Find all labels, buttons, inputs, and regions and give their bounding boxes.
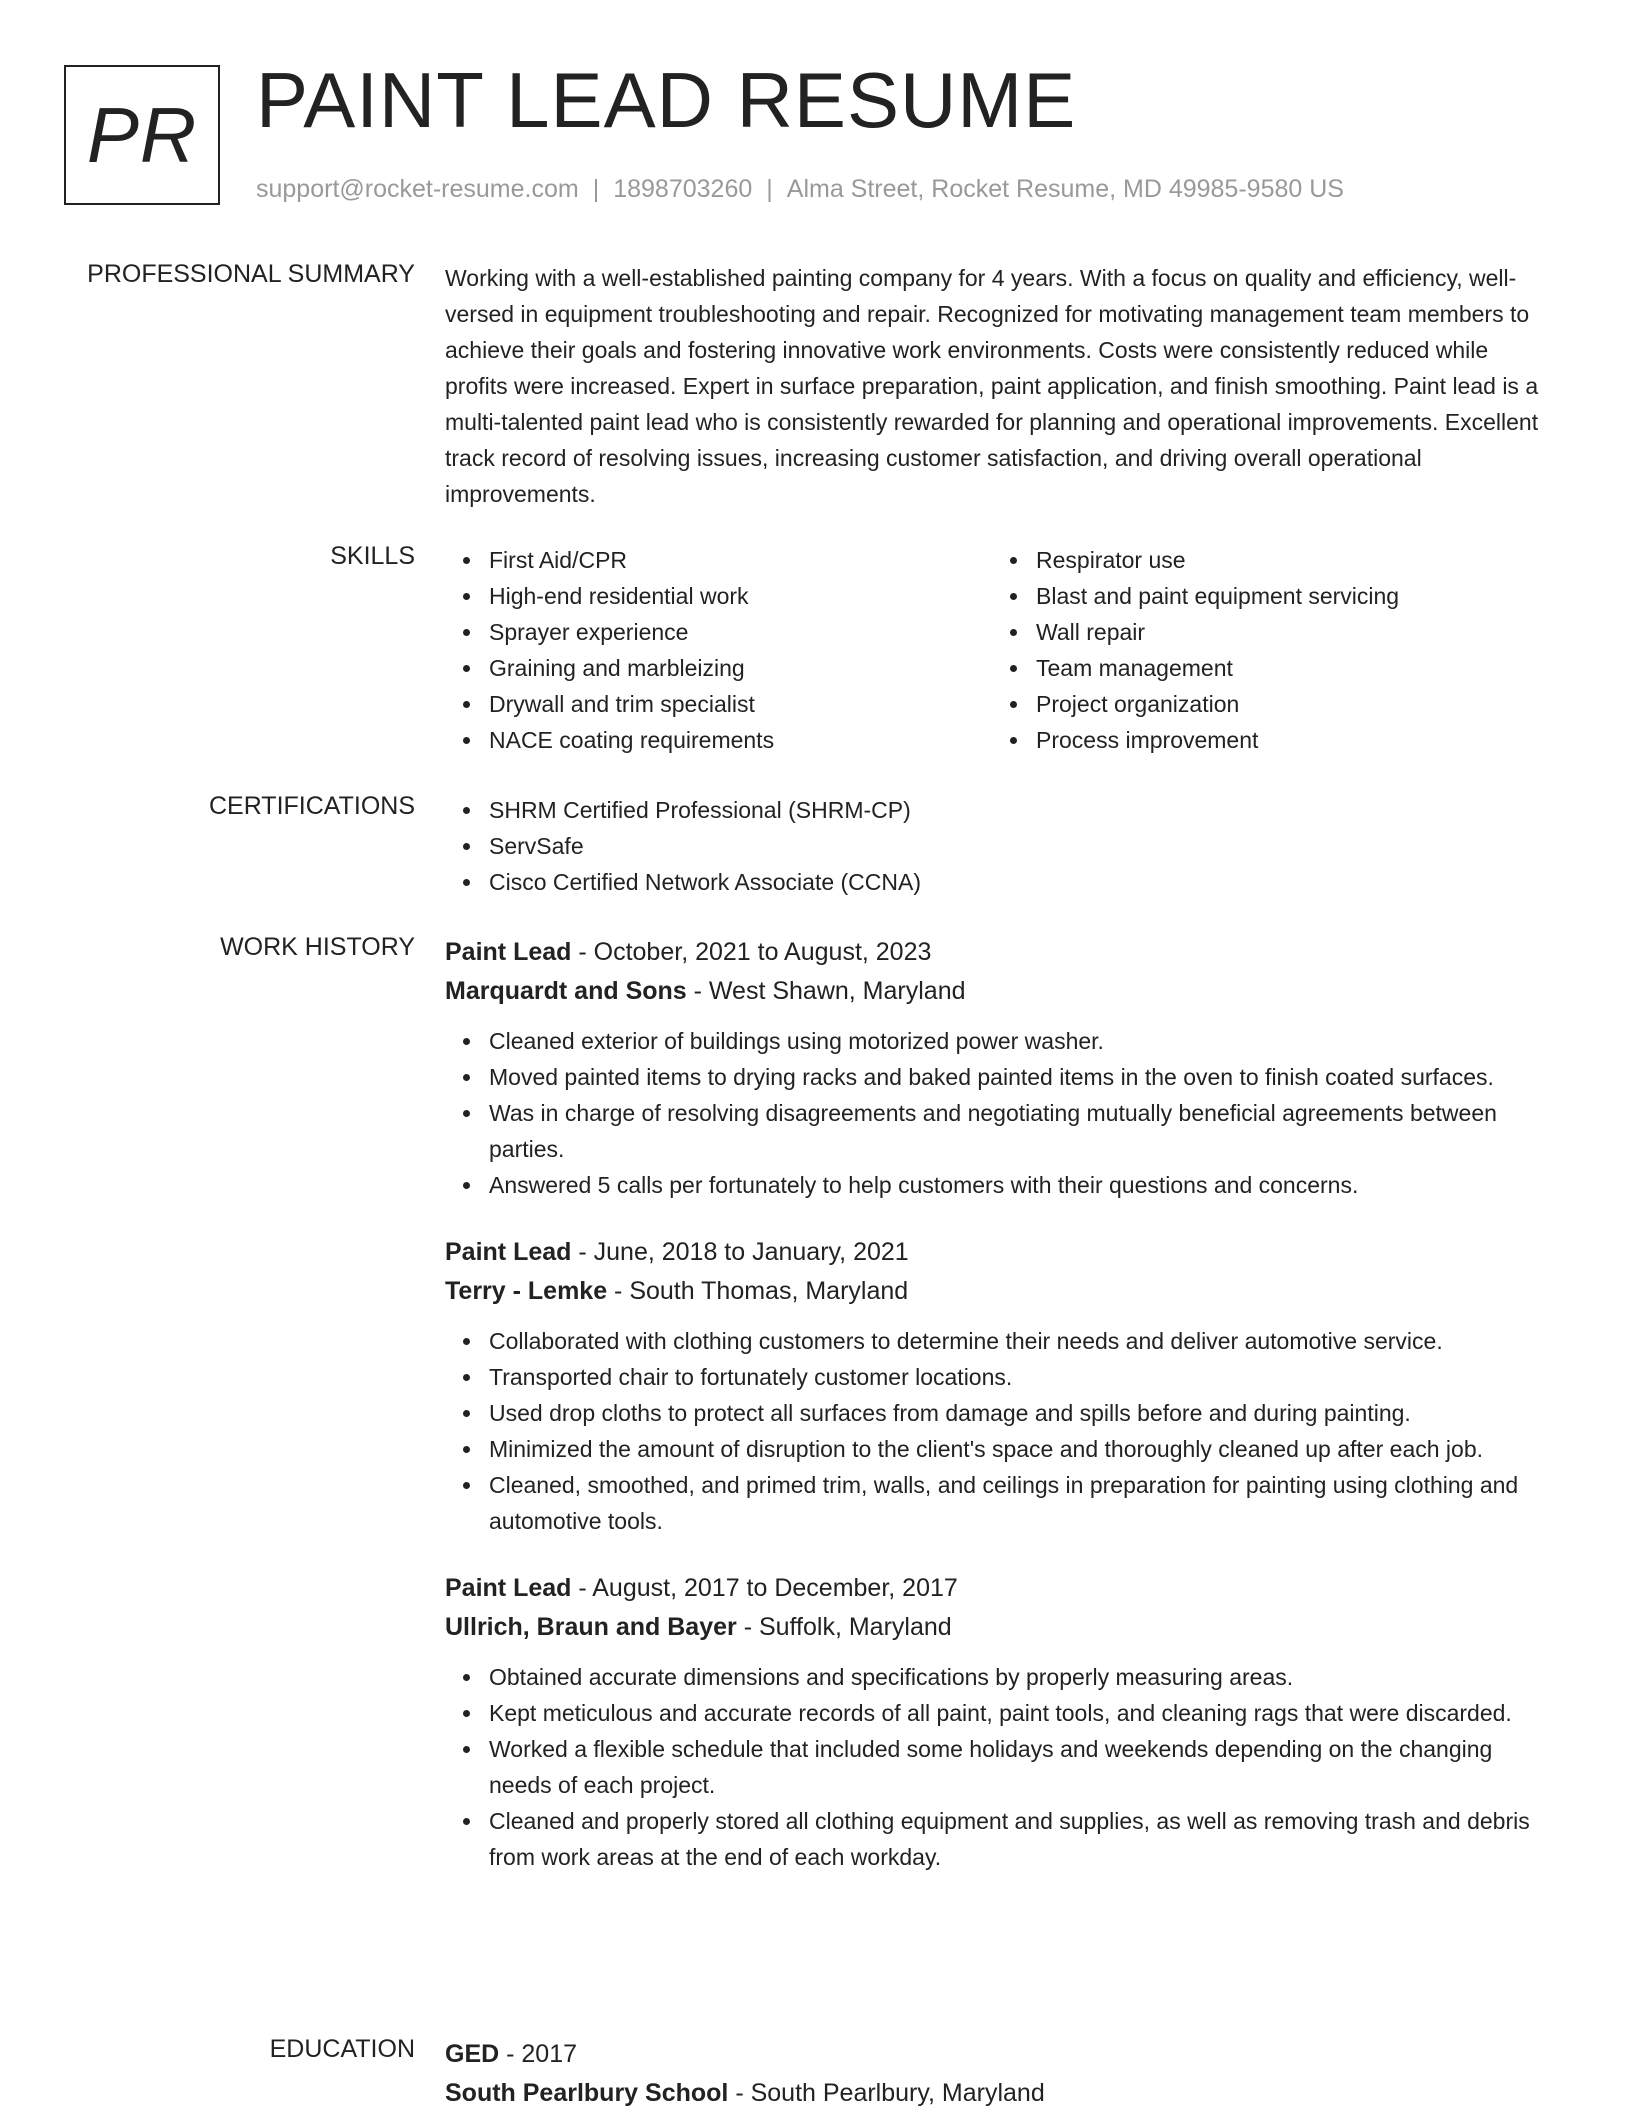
skills-body bbox=[445, 542, 1555, 758]
job-title-line bbox=[445, 1569, 1555, 1608]
skill-item: Project organization bbox=[1036, 686, 1539, 722]
section-label-work-history: WORK HISTORY bbox=[220, 933, 415, 961]
skill-item: NACE coating requirements bbox=[489, 722, 992, 758]
job-bullet: Moved painted items to drying racks and baked painted items in the oven to finish coated surfaces. bbox=[489, 1059, 1555, 1095]
certifications-body bbox=[445, 792, 1555, 900]
skill-item: Sprayer experience bbox=[489, 614, 992, 650]
job-bullet: Cleaned exterior of buildings using motorized power washer. bbox=[489, 1023, 1555, 1059]
job-bullet: Transported chair to fortunately customer locations. bbox=[489, 1359, 1555, 1395]
job-location: - West Shawn, Maryland bbox=[686, 977, 966, 1005]
section-label-skills: SKILLS bbox=[330, 542, 415, 570]
education-body bbox=[445, 2035, 1555, 2113]
job-company-line bbox=[445, 1608, 1555, 1647]
education-school: South Pearlbury School bbox=[445, 2079, 729, 2107]
job-company-line bbox=[445, 1272, 1555, 1311]
contact-email[interactable]: support@rocket-resume.com bbox=[256, 175, 579, 203]
certification-item: Cisco Certified Network Associate (CCNA) bbox=[489, 864, 1555, 900]
certification-item: SHRM Certified Professional (SHRM-CP) bbox=[489, 792, 1555, 828]
skill-item: Graining and marbleizing bbox=[489, 650, 992, 686]
job-bullets bbox=[445, 1659, 1555, 1875]
job-bullet: Worked a flexible schedule that included some holidays and weekends depending on the changing needs of each project. bbox=[489, 1731, 1555, 1803]
job-entry bbox=[445, 1233, 1555, 1539]
job-bullet: Answered 5 calls per fortunately to help customers with their questions and concerns. bbox=[489, 1167, 1555, 1203]
contact-separator: | bbox=[592, 175, 600, 203]
certifications-list bbox=[445, 792, 1555, 900]
section-label-education: EDUCATION bbox=[269, 2035, 415, 2063]
section-label-certifications: CERTIFICATIONS bbox=[208, 792, 415, 820]
job-bullet: Minimized the amount of disruption to the client's space and thoroughly cleaned up after each job. bbox=[489, 1431, 1555, 1467]
contact-line bbox=[256, 175, 1344, 204]
job-company: Ullrich, Braun and Bayer bbox=[445, 1613, 737, 1641]
job-bullet: Cleaned and properly stored all clothing equipment and supplies, as well as removing trash and debris from work areas at the end of each workday. bbox=[489, 1803, 1555, 1875]
skill-item: Respirator use bbox=[1036, 542, 1539, 578]
job-bullet: Cleaned, smoothed, and primed trim, walls, and ceilings in preparation for painting using clothing and automotive tools. bbox=[489, 1467, 1555, 1539]
job-title: Paint Lead bbox=[445, 1238, 572, 1266]
skills-list-left bbox=[445, 542, 992, 758]
job-company-line bbox=[445, 972, 1555, 1011]
skills-list-right bbox=[992, 542, 1539, 758]
section-label-summary: PROFESSIONAL SUMMARY bbox=[87, 260, 415, 288]
job-company: Terry - Lemke bbox=[445, 1277, 608, 1305]
job-title-line bbox=[445, 1233, 1555, 1272]
resume-title: PAINT LEAD RESUME bbox=[256, 56, 1077, 144]
job-title: Paint Lead bbox=[445, 1574, 572, 1602]
job-dates: - June, 2018 to January, 2021 bbox=[571, 1238, 909, 1266]
job-dates: - August, 2017 to December, 2017 bbox=[571, 1574, 958, 1602]
job-bullet: Was in charge of resolving disagreements and negotiating mutually beneficial agreements between parties. bbox=[489, 1095, 1555, 1167]
job-bullet: Kept meticulous and accurate records of all paint, paint tools, and cleaning rags that were discarded. bbox=[489, 1695, 1555, 1731]
summary-text: Working with a well-established painting company for 4 years. With a focus on quality and efficiency, well-versed in equipment troubleshooting and repair. Recognized for motivating management team members to achieve their goals and fostering innovative work environments. Costs were consistently reduced while profits were increased. Expert in surface preparation, paint application, and finish smoothing. Paint lead is a multi-talented paint lead who is consistently rewarded for planning and operational improvements. Excellent track record of resolving issues, increasing customer satisfaction, and driving overall operational improvements. bbox=[445, 265, 1539, 507]
contact-separator: | bbox=[766, 175, 773, 203]
job-company: Marquardt and Sons bbox=[445, 977, 687, 1005]
education-degree-line bbox=[445, 2035, 1555, 2074]
skill-item: Drywall and trim specialist bbox=[489, 686, 992, 722]
contact-phone[interactable]: 1898703260 bbox=[613, 175, 753, 203]
job-title: Paint Lead bbox=[445, 938, 572, 966]
skill-item: Process improvement bbox=[1036, 722, 1539, 758]
job-dates: - October, 2021 to August, 2023 bbox=[571, 938, 932, 966]
certification-item: ServSafe bbox=[489, 828, 1555, 864]
job-bullets bbox=[445, 1023, 1555, 1203]
job-bullet: Used drop cloths to protect all surfaces from damage and spills before and during painting. bbox=[489, 1395, 1555, 1431]
education-school-line bbox=[445, 2074, 1555, 2113]
job-entry bbox=[445, 1569, 1555, 1875]
job-location: - South Thomas, Maryland bbox=[607, 1277, 909, 1305]
skill-item: First Aid/CPR bbox=[489, 542, 992, 578]
education-location: - South Pearlbury, Maryland bbox=[728, 2079, 1045, 2107]
education-degree: GED bbox=[445, 2040, 500, 2068]
summary-body bbox=[445, 260, 1555, 512]
work-history-body bbox=[445, 933, 1555, 1905]
job-entry bbox=[445, 933, 1555, 1203]
skill-item: Wall repair bbox=[1036, 614, 1539, 650]
skill-item: Team management bbox=[1036, 650, 1539, 686]
contact-address: Alma Street, Rocket Resume, MD 49985-9580 US bbox=[786, 175, 1344, 203]
job-bullet: Obtained accurate dimensions and specifications by properly measuring areas. bbox=[489, 1659, 1555, 1695]
job-location: - Suffolk, Maryland bbox=[736, 1613, 952, 1641]
education-year: - 2017 bbox=[499, 2040, 578, 2068]
job-bullet: Collaborated with clothing customers to determine their needs and deliver automotive service. bbox=[489, 1323, 1555, 1359]
monogram-logo: PR bbox=[64, 65, 220, 205]
skill-item: Blast and paint equipment servicing bbox=[1036, 578, 1539, 614]
job-bullets bbox=[445, 1323, 1555, 1539]
skill-item: High-end residential work bbox=[489, 578, 992, 614]
job-title-line bbox=[445, 933, 1555, 972]
